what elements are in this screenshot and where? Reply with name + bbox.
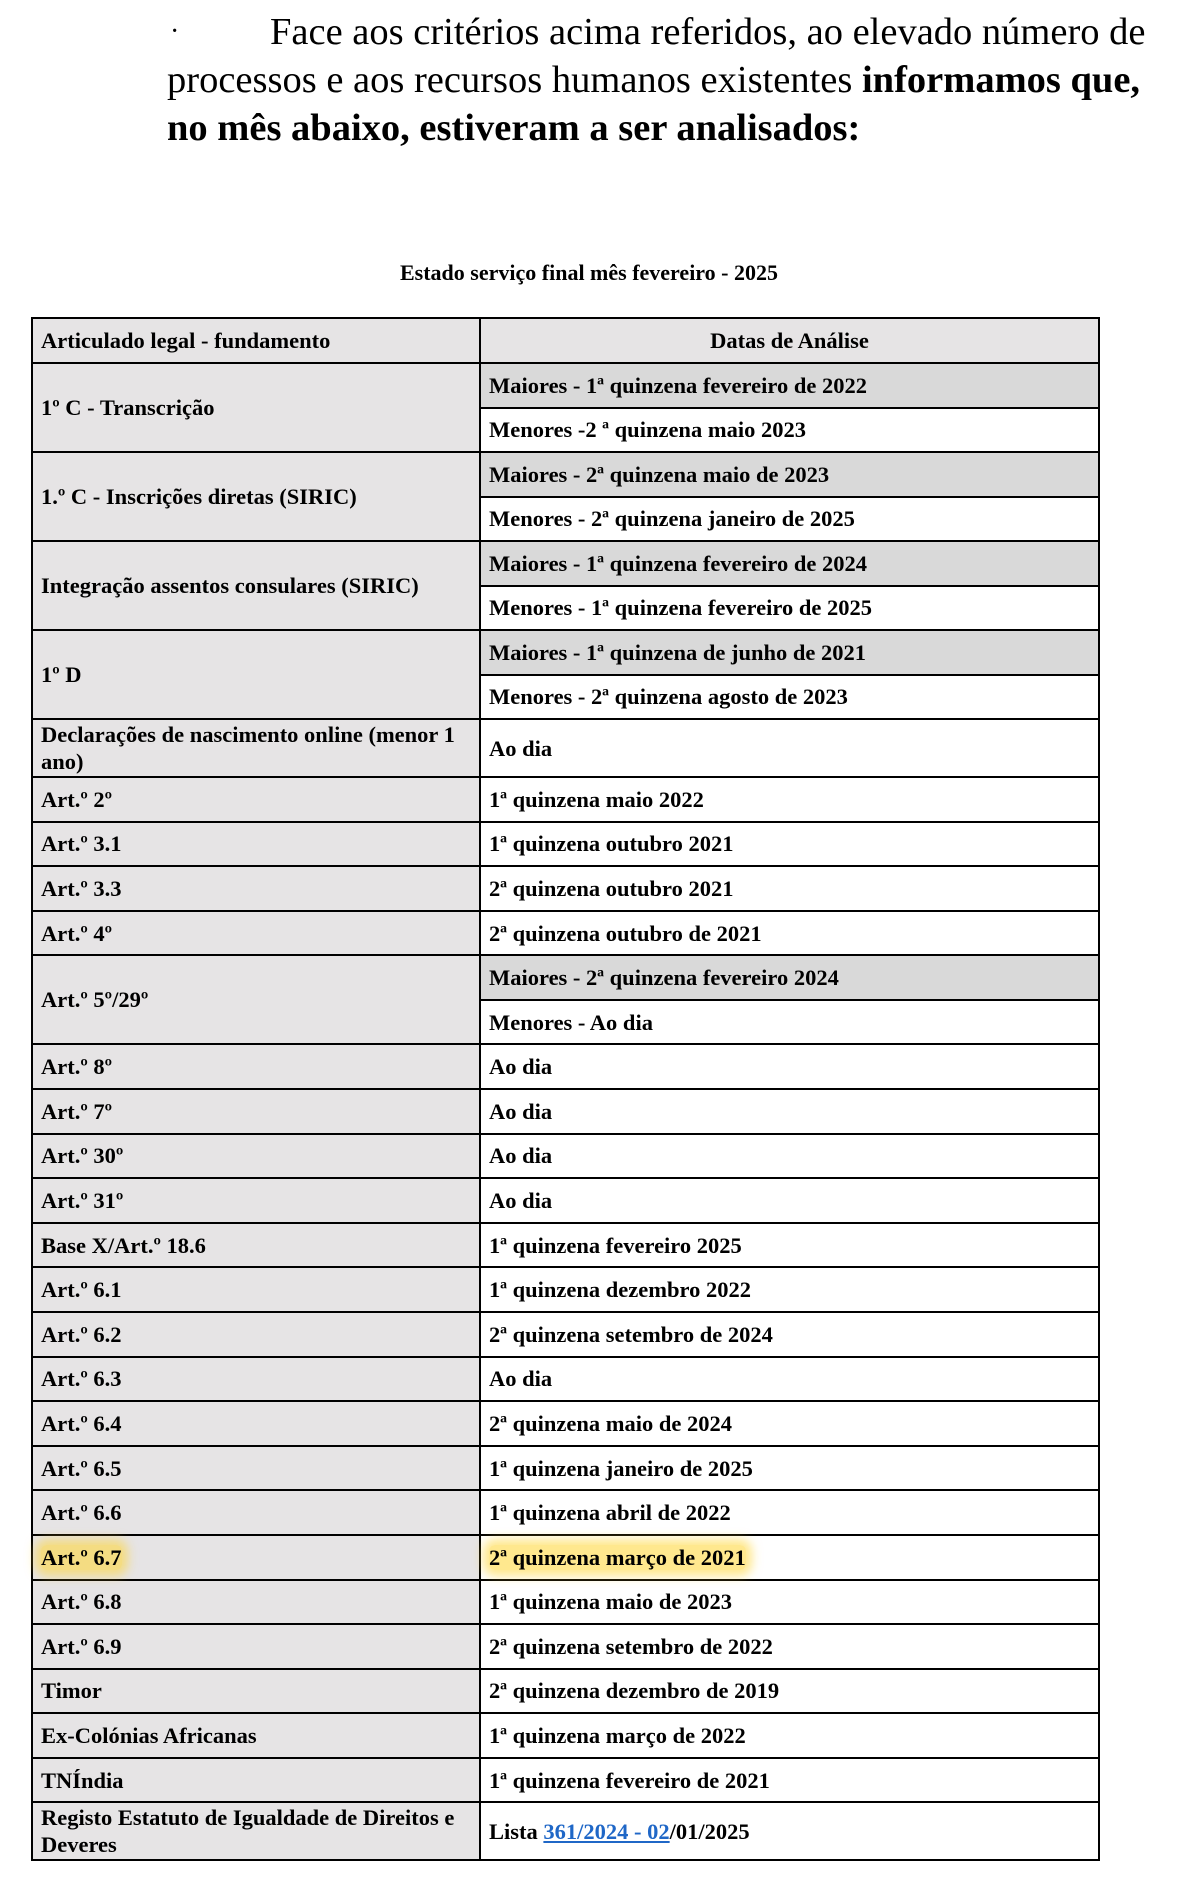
row-label: TNÍndia — [32, 1758, 480, 1803]
row-label: Art.º 2º — [32, 777, 480, 822]
row-label: Timor — [32, 1669, 480, 1714]
table-row — [32, 1044, 1099, 1089]
row-value: 1ª quinzena outubro 2021 — [480, 822, 1099, 867]
row-value: Ao dia — [480, 1357, 1099, 1402]
table-title: Estado serviço final mês fevereiro - 2025 — [400, 260, 778, 285]
row-label: Art.º 5º/29º — [32, 955, 480, 1044]
row-value: 2ª quinzena setembro de 2022 — [480, 1624, 1099, 1669]
row-label: Ex-Colónias Africanas — [32, 1713, 480, 1758]
table-body — [32, 318, 1099, 1860]
list-prefix: Lista — [489, 1818, 544, 1844]
row-label: Art.º 31º — [32, 1178, 480, 1223]
table-row — [32, 1758, 1099, 1803]
analysis-dates-table — [31, 317, 1100, 1861]
row-value: Maiores - 1ª quinzena de junho de 2021 — [480, 630, 1099, 675]
row-label: Registo Estatuto de Igualdade de Direitos e Deveres — [32, 1802, 480, 1860]
highlighted-label: Art.º 6.7 — [41, 1544, 122, 1570]
table-row — [32, 866, 1099, 911]
table-row — [32, 1089, 1099, 1134]
table-row — [32, 1446, 1099, 1491]
row-label: Art.º 7º — [32, 1089, 480, 1134]
table-row — [32, 1357, 1099, 1402]
table-row — [32, 1624, 1099, 1669]
row-value: Ao dia — [480, 1044, 1099, 1089]
intro-normal-text: Face aos critérios acima referidos, ao elevado número de processos e aos recursos humanos existentes — [167, 11, 1146, 101]
table-row — [32, 1134, 1099, 1179]
row-value: Menores - 2ª quinzena janeiro de 2025 — [480, 497, 1099, 542]
row-value: Ao dia — [480, 719, 1099, 777]
table-row — [32, 1312, 1099, 1357]
row-value: 1ª quinzena dezembro 2022 — [480, 1267, 1099, 1312]
header-right: Datas de Análise — [480, 318, 1099, 363]
table-row — [32, 911, 1099, 956]
row-label: Art.º 6.1 — [32, 1267, 480, 1312]
row-value: 2ª quinzena outubro de 2021 — [480, 911, 1099, 956]
row-value: Maiores - 1ª quinzena fevereiro de 2024 — [480, 541, 1099, 586]
row-value — [480, 1535, 1099, 1580]
row-value: Maiores - 2ª quinzena fevereiro 2024 — [480, 955, 1099, 1000]
row-value: Menores - 1ª quinzena fevereiro de 2025 — [480, 586, 1099, 631]
row-label — [32, 1535, 480, 1580]
bullet-mark: · — [170, 16, 180, 47]
row-label: Art.º 6.3 — [32, 1357, 480, 1402]
row-value: Ao dia — [480, 1089, 1099, 1134]
row-value: Ao dia — [480, 1134, 1099, 1179]
table-row — [32, 1713, 1099, 1758]
table-row — [32, 955, 1099, 1000]
row-value: Menores - Ao dia — [480, 1000, 1099, 1045]
row-label: Art.º 6.5 — [32, 1446, 480, 1491]
table-row — [32, 1490, 1099, 1535]
intro-paragraph — [167, 8, 1177, 152]
table-row — [32, 541, 1099, 586]
header-row — [32, 318, 1099, 363]
row-value: 1ª quinzena janeiro de 2025 — [480, 1446, 1099, 1491]
table-row — [32, 1535, 1099, 1580]
list-link[interactable]: 361/2024 - 02 — [543, 1818, 670, 1844]
row-value: Menores -2 ª quinzena maio 2023 — [480, 408, 1099, 453]
highlighted-value: 2ª quinzena março de 2021 — [489, 1544, 746, 1570]
row-value: 1ª quinzena março de 2022 — [480, 1713, 1099, 1758]
row-value: 2ª quinzena maio de 2024 — [480, 1401, 1099, 1446]
table-row — [32, 1802, 1099, 1860]
table-row — [32, 1223, 1099, 1268]
row-label: Art.º 3.3 — [32, 866, 480, 911]
table-row — [32, 1580, 1099, 1625]
row-label: Declarações de nascimento online (menor 1 ano) — [32, 719, 480, 777]
row-value: 1ª quinzena fevereiro 2025 — [480, 1223, 1099, 1268]
row-label: Art.º 3.1 — [32, 822, 480, 867]
row-value: 1ª quinzena abril de 2022 — [480, 1490, 1099, 1535]
row-label: Art.º 6.8 — [32, 1580, 480, 1625]
row-label: Art.º 6.9 — [32, 1624, 480, 1669]
row-label: Art.º 30º — [32, 1134, 480, 1179]
table-row — [32, 363, 1099, 408]
table-row — [32, 1267, 1099, 1312]
row-value — [480, 1802, 1099, 1860]
row-label: Art.º 8º — [32, 1044, 480, 1089]
row-value: Ao dia — [480, 1178, 1099, 1223]
table-row — [32, 719, 1099, 777]
table-row — [32, 1669, 1099, 1714]
row-label: Base X/Art.º 18.6 — [32, 1223, 480, 1268]
row-label: 1º C - Transcrição — [32, 363, 480, 452]
row-value: 2ª quinzena setembro de 2024 — [480, 1312, 1099, 1357]
row-value: 2ª quinzena dezembro de 2019 — [480, 1669, 1099, 1714]
row-label: Art.º 6.2 — [32, 1312, 480, 1357]
row-label: Integração assentos consulares (SIRIC) — [32, 541, 480, 630]
row-label: Art.º 6.6 — [32, 1490, 480, 1535]
row-value: Menores - 2ª quinzena agosto de 2023 — [480, 675, 1099, 720]
row-value: 1ª quinzena fevereiro de 2021 — [480, 1758, 1099, 1803]
row-label: 1.º C - Inscrições diretas (SIRIC) — [32, 452, 480, 541]
row-value: Maiores - 2ª quinzena maio de 2023 — [480, 452, 1099, 497]
row-label: Art.º 6.4 — [32, 1401, 480, 1446]
row-value: 2ª quinzena outubro 2021 — [480, 866, 1099, 911]
table-row — [32, 777, 1099, 822]
row-label: Art.º 4º — [32, 911, 480, 956]
intro-bold-text: informamos que, no mês abaixo, estiveram a ser analisados: — [167, 59, 1141, 149]
row-value: 1ª quinzena maio 2022 — [480, 777, 1099, 822]
table-row — [32, 630, 1099, 675]
row-label: 1º D — [32, 630, 480, 719]
table-row — [32, 1178, 1099, 1223]
table-row — [32, 1401, 1099, 1446]
row-value: 1ª quinzena maio de 2023 — [480, 1580, 1099, 1625]
row-value: Maiores - 1ª quinzena fevereiro de 2022 — [480, 363, 1099, 408]
list-suffix: /01/2025 — [669, 1818, 750, 1844]
table-row — [32, 822, 1099, 867]
table-row — [32, 452, 1099, 497]
header-left: Articulado legal - fundamento — [32, 318, 480, 363]
